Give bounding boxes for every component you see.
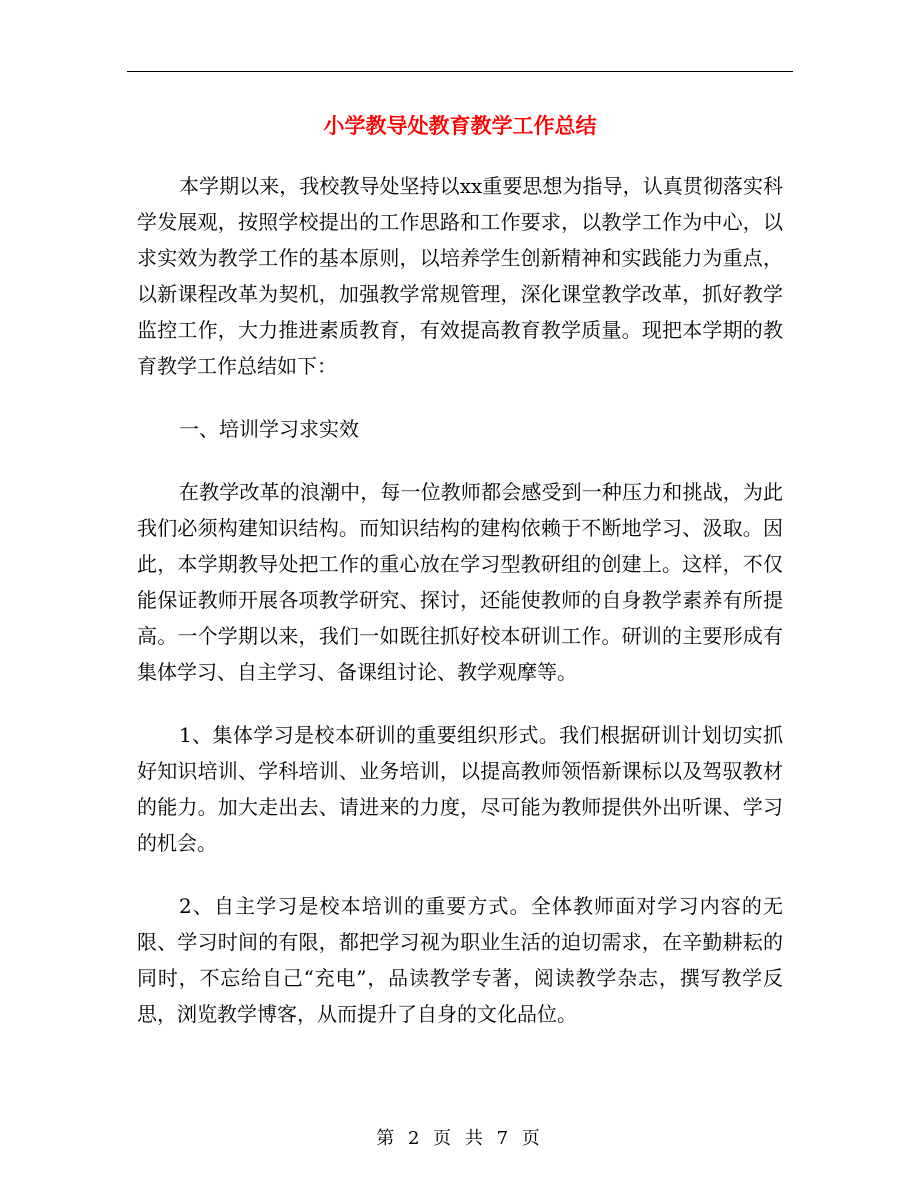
page-number-footer: 第 2 页 共 7 页 — [376, 1128, 544, 1149]
paragraph-item-1: 1、集体学习是校本研训的重要组织形式。我们根据研训计划切实抓好知识培训、学科培训、业务培训，以提高教师领悟新课标以及驾驭教材的能力。加大走出去、请进来的力度，尽可能为教师提供外出听课、学习的机会。 — [137, 723, 783, 855]
header-rule — [127, 71, 793, 72]
section-heading: 一、培训学习求实效 — [179, 417, 359, 441]
paragraph-intro: 本学期以来，我校教导处坚持以xx重要思想为指导，认真贯彻落实科学发展观，按照学校提出的工作思路和工作要求，以教学工作为中心，以求实效为教学工作的基本原则，以培养学生创新精神和实践能力为重点，以新课程改革为契机，加强教学常规管理，深化课堂教学改革，抓好教学监控工作，大力推进素质教育，有效提高教育教学质量。现把本学期的教育教学工作总结如下： — [137, 174, 783, 378]
document-body — [137, 168, 783, 1059]
paragraph-section-intro: 在教学改革的浪潮中，每一位教师都会感受到一种压力和挑战，为此我们必须构建知识结构。而知识结构的建构依赖于不断地学习、汲取。因此，本学期教导处把工作的重心放在学习型教研组的创建上。这样，不仅能保证教师开展各项教学研究、探讨，还能使教师的自身教学素养有所提高。一个学期以来，我们一如既往抓好校本研训工作。研训的主要形成有集体学习、自主学习、备课组讨论、教学观摩等。 — [137, 480, 783, 684]
document-title: 小学教导处教育教学工作总结 — [323, 113, 597, 138]
paragraph-item-2: 2、自主学习是校本培训的重要方式。全体教师面对学习内容的无限、学习时间的有限，都把学习视为职业生活的迫切需求，在辛勤耕耘的同时，不忘给自己“充电”，品读教学专著，阅读教学杂志，撰写教学反思，浏览教学博客，从而提升了自身的文化品位。 — [137, 894, 783, 1026]
